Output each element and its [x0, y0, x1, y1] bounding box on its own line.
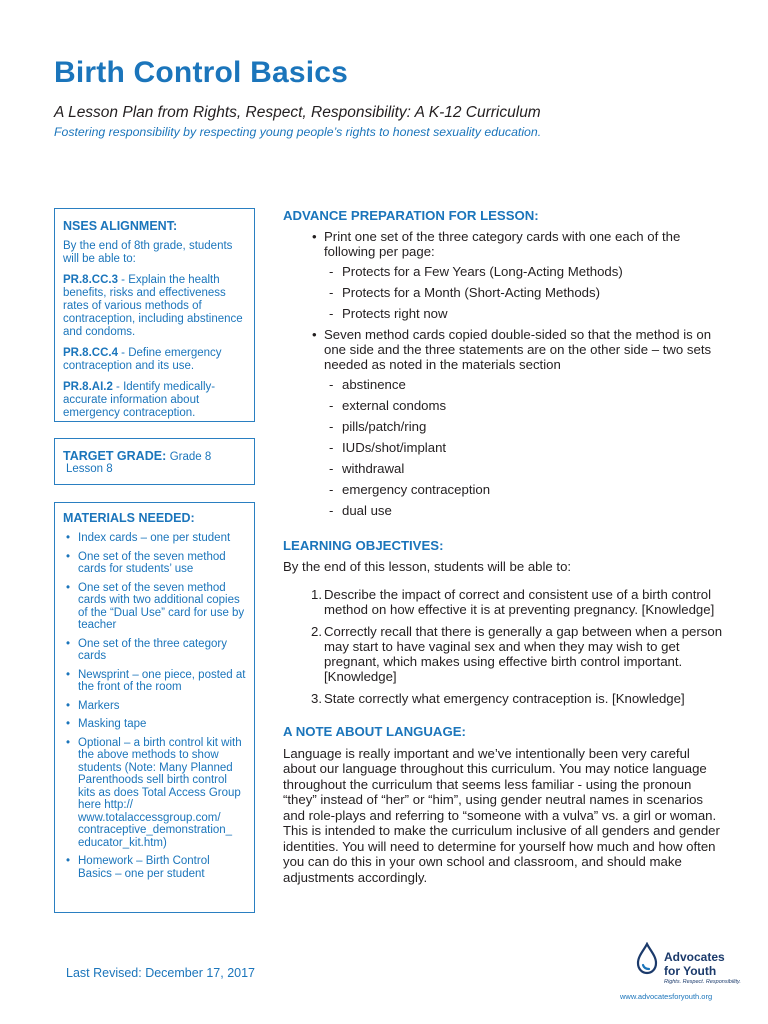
list-item: • Newsprint – one piece, posted at the front of the room: [63, 669, 246, 694]
list-item: [283, 377, 723, 392]
list-item-text: Describe the impact of correct and consistent use of a birth control method on how effective it is at preventing pregnancy. [Knowledge]: [324, 586, 715, 617]
standard-code: PR.8.AI.2: [63, 381, 113, 393]
main-content: [283, 208, 723, 885]
language-note-heading: A NOTE ABOUT LANGUAGE:: [283, 723, 466, 739]
list-item: [283, 327, 723, 372]
list-item: [283, 229, 723, 259]
objectives-heading: LEARNING OBJECTIVES:: [283, 538, 444, 553]
list-item-text: Protects right now: [342, 306, 448, 321]
list-item: • Homework – Birth Control Basics – one per student: [63, 855, 246, 880]
list-item: • Masking tape: [63, 718, 246, 731]
objectives-intro: By the end of this lesson, students will be able to:: [283, 559, 572, 574]
list-item-text: external condoms: [342, 398, 447, 413]
list-item: [283, 440, 723, 455]
item-number: 2.: [311, 623, 322, 639]
dash-icon: -: [329, 285, 334, 300]
list-item: • One set of the three category cards: [63, 638, 246, 663]
list-item: [283, 264, 723, 279]
list-item: [283, 624, 723, 684]
list-item-text: Correctly recall that there is generally a gap between when a person may start to have vaginal sex and when they may wish to get pregnant, which makes using effective birth control important. [Knowledge]: [324, 623, 723, 684]
list-item: [283, 306, 723, 321]
dash-icon: -: [329, 503, 334, 518]
logo-name-line2: for Youth: [664, 964, 717, 978]
list-item-text: dual use: [342, 503, 392, 518]
bullet-icon: •: [312, 229, 317, 244]
nses-heading: NSES ALIGNMENT:: [63, 219, 178, 233]
dash-icon: -: [329, 461, 334, 476]
dash-icon: -: [329, 306, 334, 321]
target-grade-value: Grade 8: [169, 451, 212, 463]
list-item: [283, 691, 723, 706]
standard-code: PR.8.CC.3: [63, 274, 118, 286]
list-item-text: emergency contraception: [342, 482, 491, 497]
list-item-text: pills/patch/ring: [342, 419, 427, 434]
list-item-text: withdrawal: [342, 461, 405, 476]
standard-text: - Identify medically-accurate information about emergency contraception.: [63, 381, 216, 419]
materials-needed-box: [54, 502, 255, 913]
page-tagline: Fostering responsibility by respecting young people’s rights to honest sexuality education.: [54, 125, 542, 139]
list-item: [283, 482, 723, 497]
list-item: • Optional – a birth control kit with the above methods to show students (Note: Many Planned Parenthoods sell birth control kits as does Total Access Group here http:// www.totalaccessgroup.com/ contraceptive_demonstration_ educator_kit.htm): [63, 737, 246, 850]
item-number: 1.: [311, 586, 322, 602]
nses-alignment-box: [54, 208, 255, 422]
list-item-text: IUDs/shot/implant: [342, 440, 447, 455]
standard-text: - Define emergency contraception and its use.: [63, 347, 222, 372]
page-title: Birth Control Basics: [54, 56, 349, 89]
nses-standard: [63, 347, 246, 373]
dash-icon: -: [329, 419, 334, 434]
list-item: [283, 461, 723, 476]
language-note-text: Language is really important and we’ve intentionally been very careful about our language throughout this curriculum. You may notice language throughout the curriculum that seems less familiar - using the pronoun “they” instead of “her” or “him”, using gender neutral names in scenarios and role-plays and referring to “someone with a vulva” vs. a girl or woman. This is intended to make the curriculum inclusive of all genders and gender identities. You will need to determine for yourself how much and how often you can do this in your own school and classroom, and should make adjustments accordingly.: [283, 745, 720, 885]
list-item: [283, 587, 723, 617]
standard-text: - Explain the health benefits, risks and effectiveness rates of various methods of contraception, including abstinence and condoms.: [63, 274, 243, 338]
list-item: • Index cards – one per student: [63, 532, 246, 545]
list-item-text: abstinence: [342, 377, 406, 392]
list-item-text: Protects for a Few Years (Long-Acting Methods): [342, 264, 623, 279]
list-item-text: State correctly what emergency contraception is. [Knowledge]: [324, 690, 685, 706]
materials-heading: MATERIALS NEEDED:: [63, 511, 195, 525]
page-subtitle: A Lesson Plan from Rights, Respect, Responsibility: A K-12 Curriculum: [54, 104, 541, 121]
list-item: [283, 503, 723, 518]
target-grade-label: TARGET GRADE:: [63, 449, 167, 463]
website-url: www.advocatesforyouth.org: [620, 992, 713, 1001]
list-item-text: Seven method cards copied double-sided so that the method is on one side and the three statements are on the other side – two sets needed as noted in the materials section: [324, 327, 712, 372]
list-item: [283, 398, 723, 413]
last-revised: Last Revised: December 17, 2017: [66, 966, 255, 980]
lesson-number: Lesson 8: [66, 463, 113, 475]
target-grade-line: [63, 449, 246, 463]
advance-prep-heading: ADVANCE PREPARATION FOR LESSON:: [283, 208, 539, 223]
dash-icon: -: [329, 398, 334, 413]
list-item-text: Print one set of the three category cards with one each of the following per page:: [324, 229, 681, 259]
nses-standard: [63, 381, 246, 420]
dash-icon: -: [329, 440, 334, 455]
target-grade-box: [54, 438, 255, 485]
nses-standard: [63, 274, 246, 339]
list-item-text: Protects for a Month (Short-Acting Methods): [342, 285, 600, 300]
list-item: [283, 285, 723, 300]
list-item: • One set of the seven method cards for students’ use: [63, 551, 246, 576]
list-item: [283, 419, 723, 434]
item-number: 3.: [311, 690, 322, 706]
logo-name-line1: Advocates: [664, 950, 725, 964]
water-drop-icon: [634, 942, 660, 976]
standard-code: PR.8.CC.4: [63, 347, 118, 359]
nses-intro: By the end of 8th grade, students will be able to:: [63, 240, 233, 265]
dash-icon: -: [329, 482, 334, 497]
list-item: • Markers: [63, 700, 246, 713]
dash-icon: -: [329, 377, 334, 392]
advocates-for-youth-logo: [620, 942, 742, 1002]
list-item: • One set of the seven method cards with two additional copies of the “Dual Use” card for use by teacher: [63, 582, 246, 632]
dash-icon: -: [329, 264, 334, 279]
materials-list: [63, 532, 246, 880]
bullet-icon: •: [312, 327, 317, 342]
logo-tagline: Rights. Respect. Responsibility.: [664, 979, 741, 985]
